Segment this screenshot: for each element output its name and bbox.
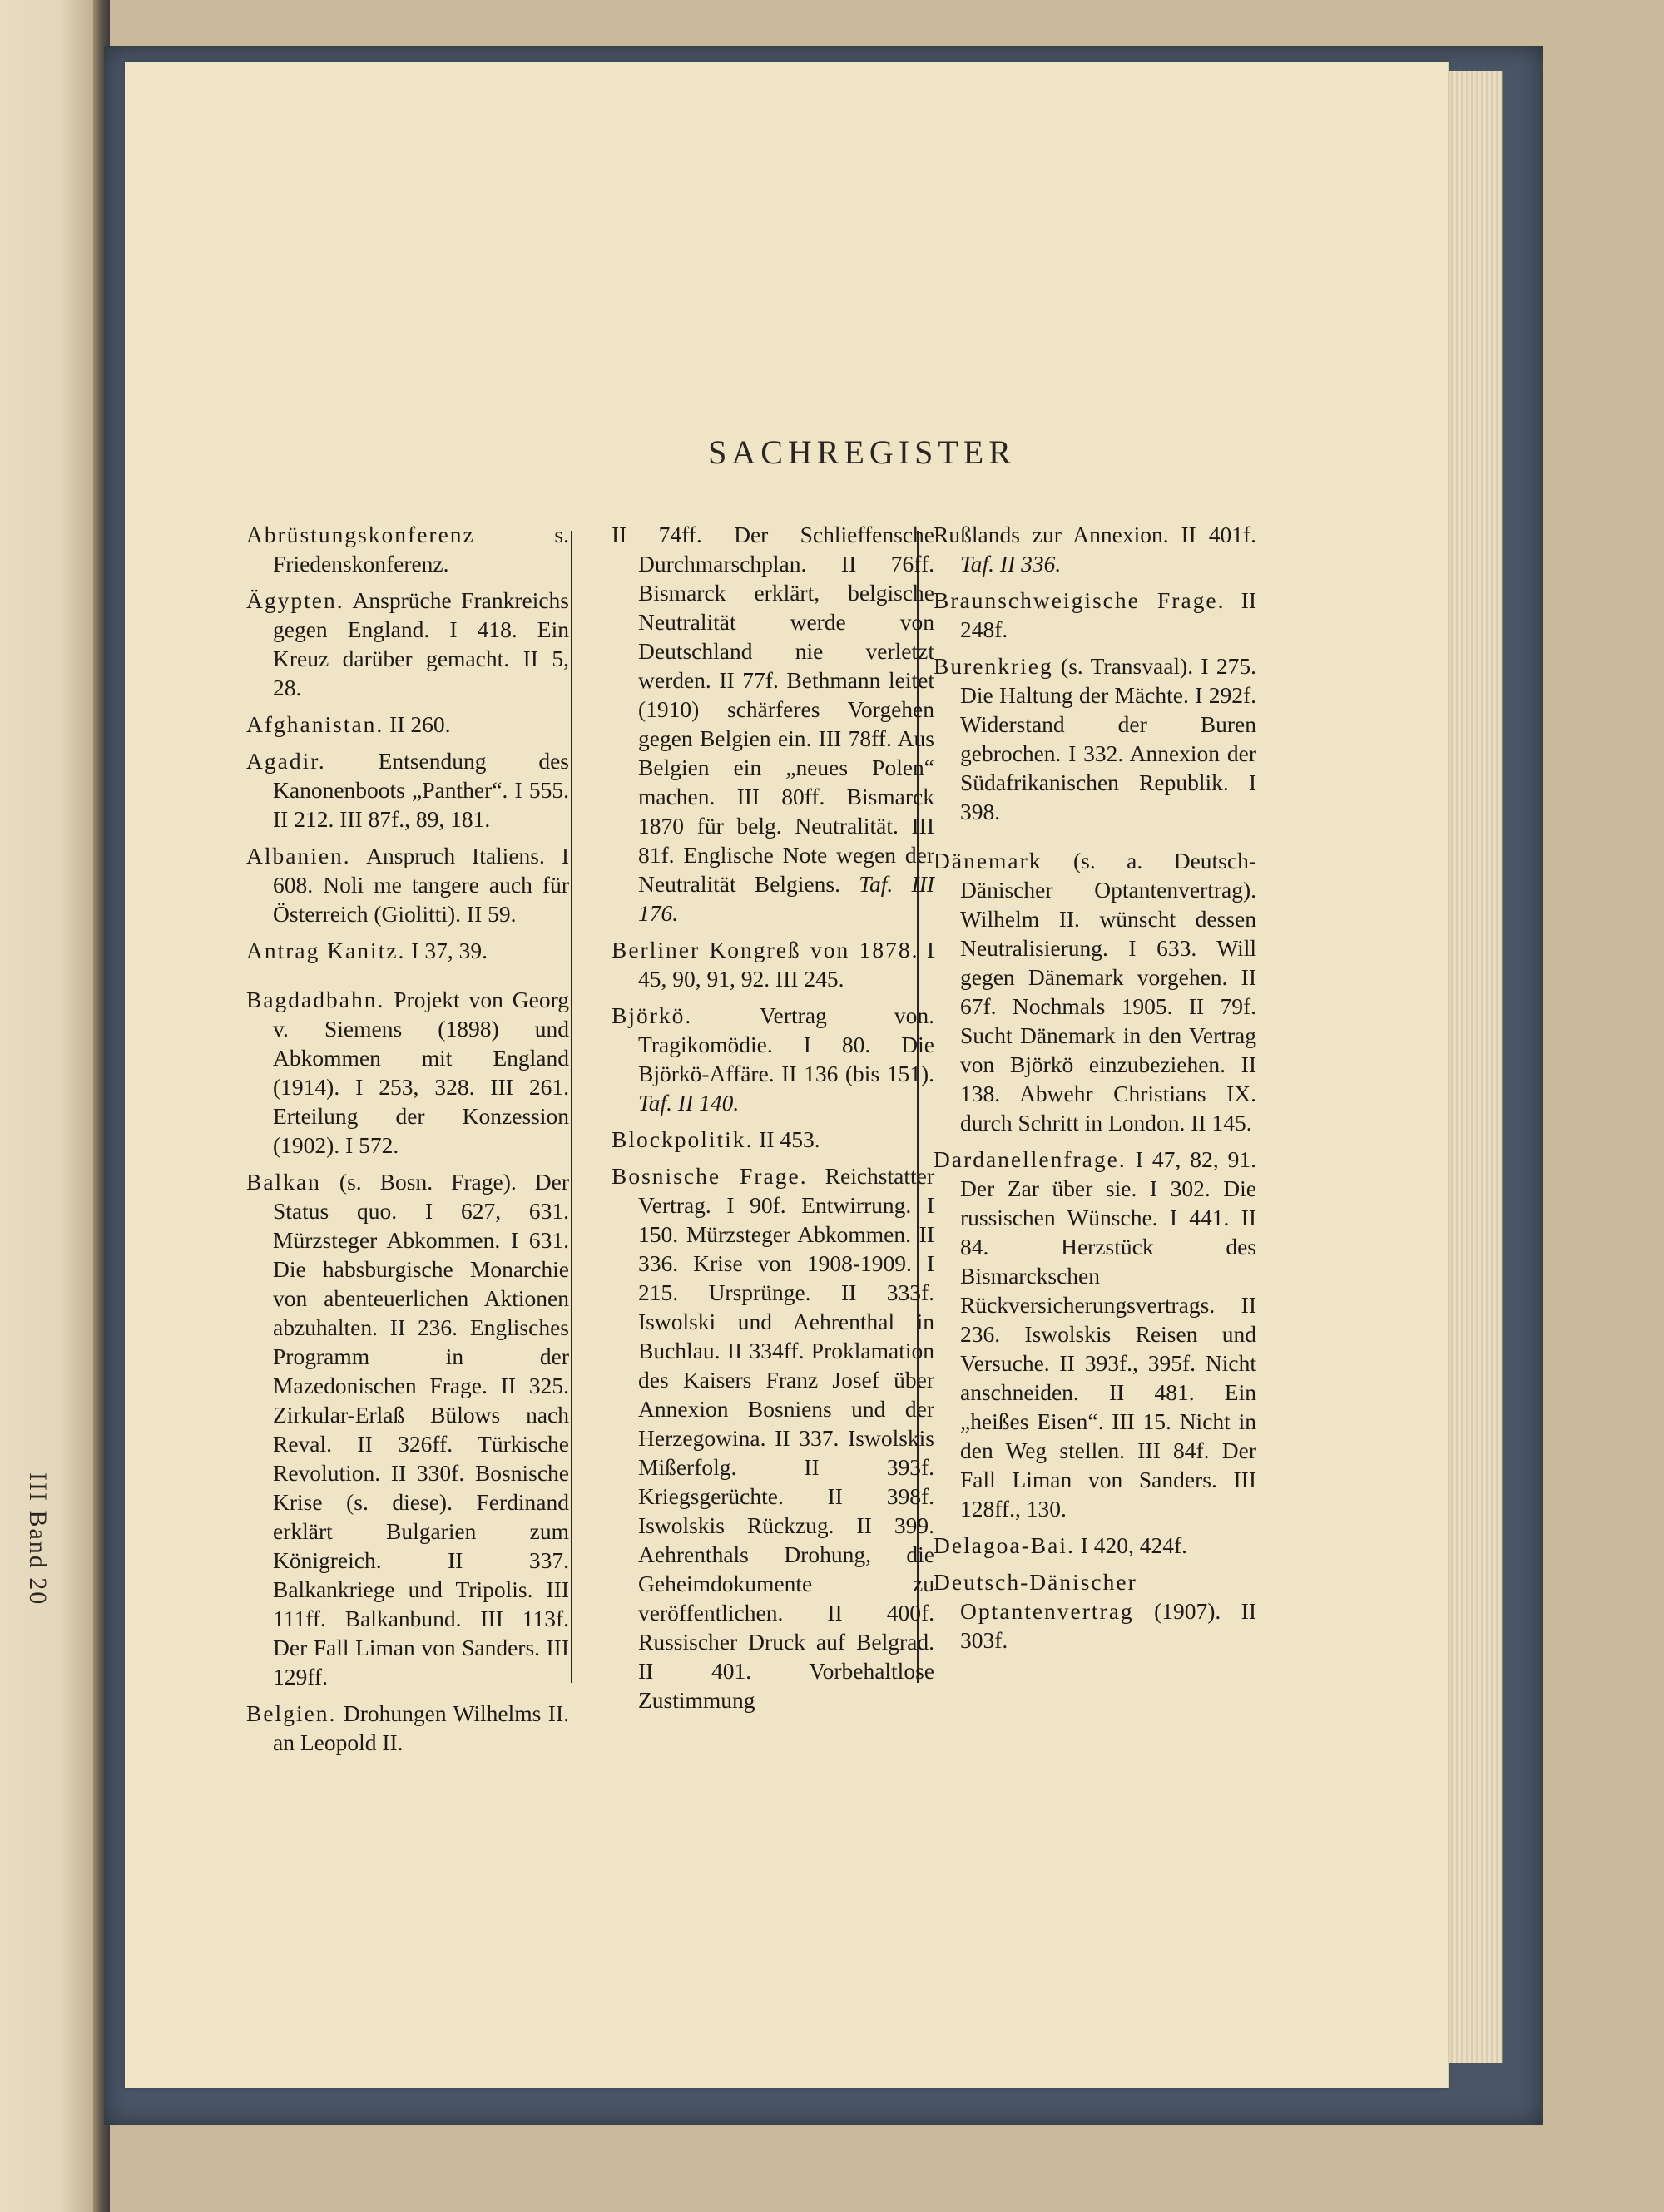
entry-text: I 45, 90, 91, 92. III 245. <box>638 937 934 992</box>
index-entry <box>246 936 569 965</box>
entry-text: II 74ff. Der Schlieffensche Durchmarschplan. II 76ff. Bismarck erklärt, belgische Neutralität werde von Deutschland nie verletzt werden. II 77f. Bethmann leitet (1910) schärferes Vorgehen gegen Belgien ein. III 78ff. Aus Belgien ein „neues Polen“ machen. III 80ff. Bismarck 1870 für belg. Neutralität. III 81f. Englische Note wegen der Neutralität Belgiens. <box>612 522 934 897</box>
entry-lemma: Deutsch-Dänischer Optantenvertrag <box>934 1569 1137 1624</box>
left-page-edge <box>0 0 100 2212</box>
index-entry <box>934 651 1256 826</box>
index-entry <box>612 935 934 993</box>
index-entry <box>934 1567 1256 1655</box>
entry-text: I 47, 82, 91. Der Zar über sie. I 302. Die russischen Wünsche. I 441. II 84. Herzstück des Bismarckschen Rückversicherungsvertrags. II 236. Iswolskis Reisen und Versuche. II 393f., 395f. Nicht anschneiden. II 481. Ein „heißes Eisen“. III 15. Nicht in den Weg stellen. III 84f. Der Fall Liman von Sanders. III 128ff., 130. <box>960 1146 1256 1522</box>
index-entry <box>246 710 569 739</box>
entry-text: II 260. <box>384 711 451 737</box>
page-title: SACHREGISTER <box>708 433 1016 471</box>
column-rule <box>571 531 572 1683</box>
index-entry <box>934 520 1256 578</box>
entry-lemma: Björkö. <box>612 1002 693 1028</box>
entry-text: II 453. <box>753 1126 820 1152</box>
entry-text: Drohungen Wilhelms II. an Leopold II. <box>273 1700 569 1755</box>
entry-text: I 37, 39. <box>405 938 488 963</box>
page-edges <box>1448 71 1503 2063</box>
index-entry <box>612 520 934 928</box>
entry-text: Projekt von Georg v. Siemens (1898) und Abkommen mit England (1914). I 253, 328. III 261. Erteilung der Konzession (1902). I 572. <box>273 987 569 1158</box>
entry-lemma: Bagdadbahn. <box>246 987 385 1012</box>
index-entry <box>246 985 569 1160</box>
entry-lemma: Antrag Kanitz. <box>246 938 406 963</box>
entry-text: Anspruch Italiens. I 608. Noli me tangere auch für Österreich (Giolitti). II 59. <box>273 843 569 927</box>
entry-text: (1907). II 303f. <box>960 1598 1256 1653</box>
entry-lemma: Delagoa-Bai. <box>934 1532 1075 1558</box>
index-entry <box>246 746 569 834</box>
entry-lemma: Belgien. <box>246 1700 337 1726</box>
index-column-3 <box>934 520 1256 1662</box>
entry-lemma: Albanien. <box>246 843 351 868</box>
entry-text: Entsendung des Kanonenboots „Panther“. I 555. II 212. III 87f., 89, 181. <box>273 748 569 832</box>
index-entry <box>934 586 1256 644</box>
index-entry <box>934 1145 1256 1523</box>
entry-plate-reference: Taf. II 336. <box>960 551 1062 577</box>
entry-lemma: Braunschweigische Frage. <box>934 587 1226 613</box>
index-entry <box>246 841 569 928</box>
entry-text: s. Friedenskonferenz. <box>273 522 569 577</box>
index-entry <box>612 1001 934 1117</box>
entry-lemma: Dänemark <box>934 848 1042 873</box>
entry-text: II 248f. <box>960 587 1256 642</box>
index-column-2 <box>612 520 934 1722</box>
entry-lemma: Blockpolitik. <box>612 1126 754 1152</box>
entry-plate-reference: Taf. III 176. <box>638 871 935 926</box>
entry-text: (s. Transvaal). I 275. Die Haltung der Mächte. I 292f. Widerstand der Buren gebrochen. I 332. Annexion der Südafrikanischen Republik. I 398. <box>960 653 1256 824</box>
entry-lemma: Afghanistan. <box>246 711 384 737</box>
index-entry <box>246 1699 569 1757</box>
index-entry <box>934 846 1256 1137</box>
entry-plate-reference: Taf. II 140. <box>638 1090 740 1116</box>
entry-lemma: Bosnische Frage. <box>612 1163 808 1189</box>
index-entry <box>934 1531 1256 1560</box>
entry-text: Vertrag von. Tragikomödie. I 80. Die Björkö-Affäre. II 136 (bis 151). <box>638 1002 934 1086</box>
index-entry <box>612 1161 934 1715</box>
spine-label: III Band 20 <box>24 1472 52 1606</box>
entry-lemma: Abrüstungskonferenz <box>246 522 475 547</box>
index-column-1 <box>246 520 569 1764</box>
entry-lemma: Burenkrieg <box>934 653 1053 679</box>
entry-lemma: Balkan <box>246 1169 321 1195</box>
index-entry <box>246 520 569 578</box>
index-entry <box>612 1125 934 1154</box>
entry-lemma: Agadir. <box>246 748 326 774</box>
entry-text: (s. a. Deutsch-Dänischer Optantenvertrag). Wilhelm II. wünscht dessen Neutralisierung. I 633. Will gegen Dänemark vorgehen. II 67f. Nochmals 1905. II 79f. Sucht Dänemark in den Vertrag von Björkö einzubeziehen. II 138. Abwehr Christians IX. durch Schritt in London. II 145. <box>960 848 1256 1136</box>
entry-text: (s. Bosn. Frage). Der Status quo. I 627, 631. Mürzsteger Abkommen. I 631. Die habsburgische Monarchie von abenteuerlichen Aktionen abzuhalten. II 236. Englisches Programm in der Mazedonischen Frage. II 325. Zirkular-Erlaß Bülows nach Reval. II 326ff. Türkische Revolution. II 330f. Bosnische Krise (s. diese). Ferdinand erklärt Bulgarien zum Königreich. II 337. Balkankriege und Tripolis. III 111ff. Balkanbund. III 113f. Der Fall Liman von Sanders. III 129ff. <box>273 1169 569 1690</box>
entry-text: Ansprüche Frankreichs gegen England. I 418. Ein Kreuz darüber gemacht. II 5, 28. <box>273 587 569 700</box>
entry-lemma: Berliner Kongreß von 1878. <box>612 937 919 962</box>
index-entry <box>246 586 569 702</box>
index-entry <box>246 1167 569 1691</box>
entry-text: Reichstatter Vertrag. I 90f. Entwirrung. I 150. Mürzsteger Abkommen. II 336. Krise von 1908-1909. I 215. Ursprünge. II 333f. Iswolski und Aehrenthal in Buchlau. II 334ff. Proklamation des Kaisers Franz Josef über Annexion Bosniens und der Herzegowina. II 337. Iswolskis Mißerfolg. II 393f. Kriegsgerüchte. II 398f. Iswolskis Rückzug. II 399. Aehrenthals Drohung, die Geheimdokumente zu veröffentlichen. II 400f. Russischer Druck auf Belgrad. II 401. Vorbehaltlose Zustimmung <box>638 1163 934 1713</box>
entry-text: I 420, 424f. <box>1074 1532 1188 1558</box>
entry-lemma: Dardanellenfrage. <box>934 1146 1127 1172</box>
entry-lemma: Ägypten. <box>246 587 344 613</box>
entry-text: Rußlands zur Annexion. II 401f. <box>934 522 1256 547</box>
